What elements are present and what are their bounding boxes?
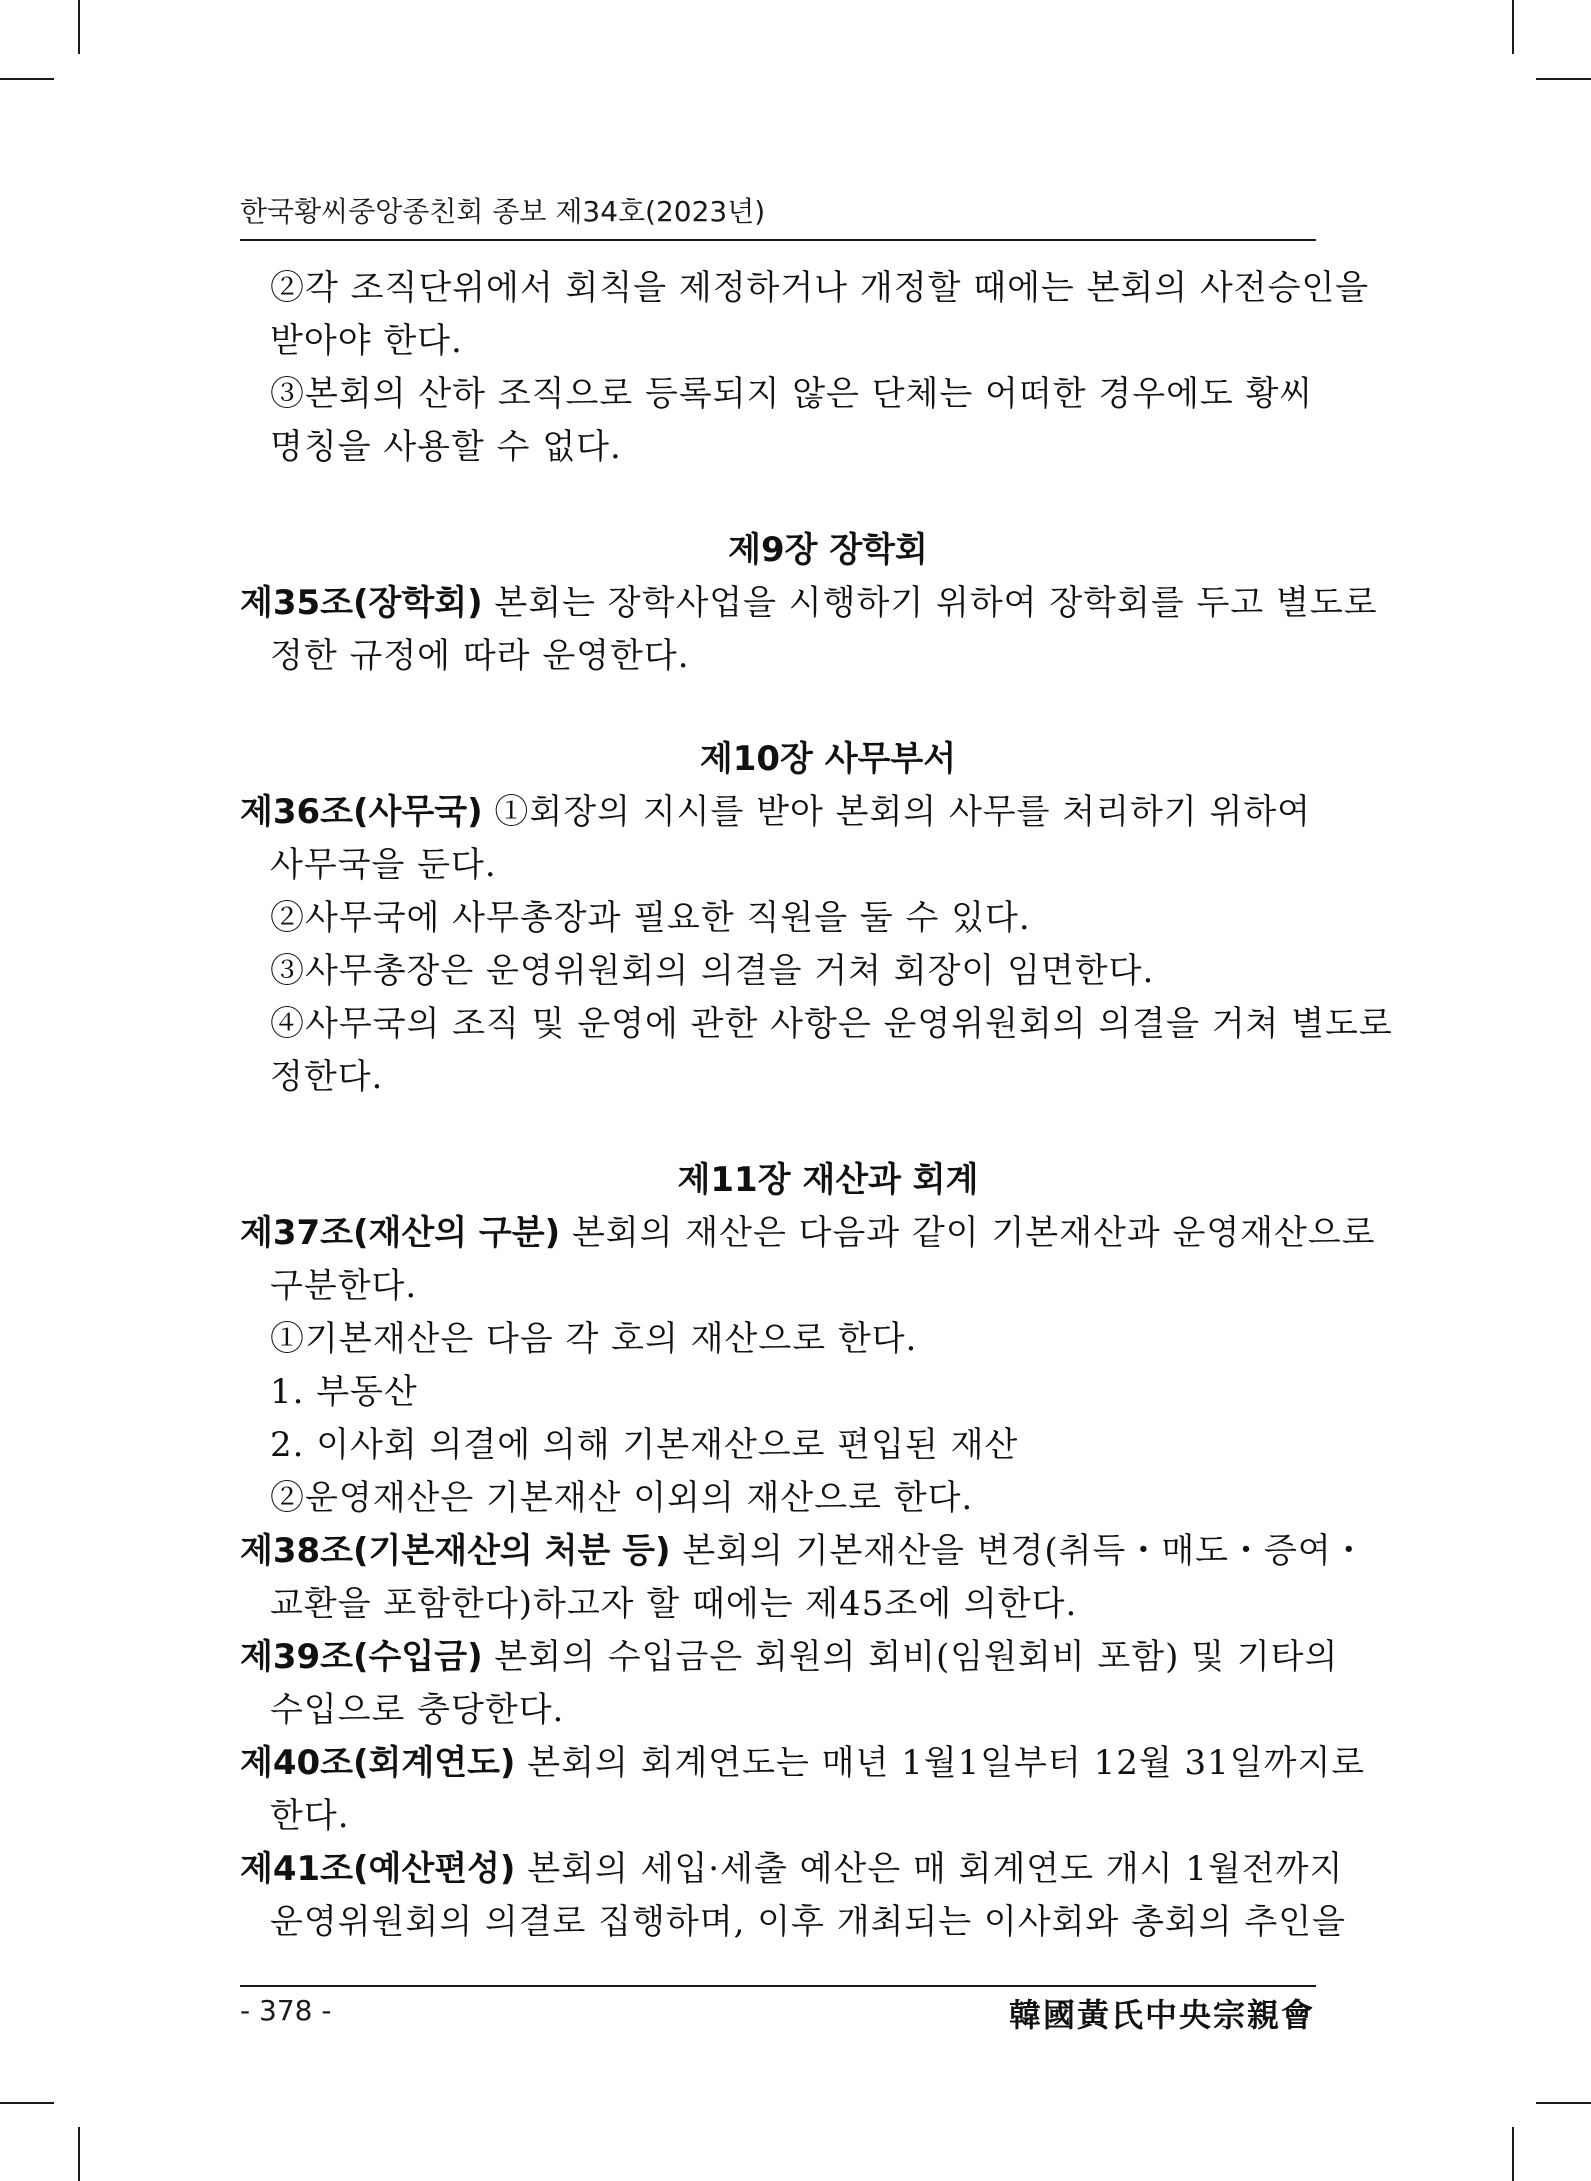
article-37 (240, 1207, 1376, 1260)
paragraph-line: 받아야 한다. (270, 321, 463, 361)
page-body (240, 262, 1393, 1949)
chapter-heading: 제10장 사무부서 (699, 739, 957, 779)
paragraph-line: 운영위원회의 의결로 집행하며, 이후 개최되는 이사회와 총회의 추인을 (270, 1902, 1346, 1942)
paragraph-line: 정한다. (270, 1057, 384, 1097)
article-title: 제41조(예산편성) (240, 1849, 516, 1889)
paragraph-line: 한다. (270, 1796, 350, 1836)
article-35 (240, 577, 1378, 630)
running-header: 한국황씨중앙종친회 종보 제34호(2023년) (240, 195, 766, 228)
header-rule (240, 239, 1316, 241)
article-41 (240, 1843, 1344, 1896)
article-title: 제35조(장학회) (240, 583, 483, 623)
organization-logo-text: 韓國黃氏中央宗親會 (1008, 1996, 1315, 2034)
crop-mark-bottom-right-h (1536, 2102, 1591, 2104)
paragraph-line: ③본회의 산하 조직으로 등록되지 않은 단체는 어떠한 경우에도 황씨 (270, 374, 1314, 414)
paragraph-line: ②각 조직단위에서 회칙을 제정하거나 개정할 때에는 본회의 사전승인을 (270, 268, 1370, 308)
article-text: 본회의 수입금은 회원의 회비(임원회비 포함) 및 기타의 (482, 1637, 1339, 1677)
article-title: 제36조(사무국) (240, 792, 483, 832)
article-title: 제37조(재산의 구분) (240, 1213, 561, 1253)
article-title: 제40조(회계연도) (240, 1743, 516, 1783)
paragraph-line: ③사무총장은 운영위원회의 의결을 거쳐 회장이 임면한다. (270, 951, 1155, 991)
paragraph-line: 1. 부동산 (270, 1372, 418, 1412)
article-text: 본회의 기본재산을 변경(취득・매도・증여・ (670, 1531, 1367, 1571)
crop-mark-bottom-left-v (78, 2127, 80, 2181)
paragraph-line: 정한 규정에 따라 운영한다. (270, 636, 690, 676)
article-text: ①회장의 지시를 받아 본회의 사무를 처리하기 위하여 (482, 792, 1312, 832)
paragraph-line: 구분한다. (270, 1266, 418, 1306)
article-39 (240, 1631, 1339, 1684)
article-title: 제38조(기본재산의 처분 등) (240, 1531, 671, 1571)
paragraph-line: 수입으로 충당한다. (270, 1690, 565, 1730)
article-36 (240, 786, 1316, 839)
chapter-heading: 제9장 장학회 (728, 530, 928, 570)
paragraph-line: ④사무국의 조직 및 운영에 관한 사항은 운영위원회의 의결을 거쳐 별도로 (270, 1004, 1393, 1044)
page-number: - 378 - (240, 1994, 332, 2027)
crop-mark-top-right-v (1512, 0, 1514, 54)
crop-mark-top-right-h (1536, 78, 1591, 80)
article-title: 제39조(수입금) (240, 1637, 483, 1677)
paragraph-line: ②운영재산은 기본재산 이외의 재산으로 한다. (270, 1478, 974, 1518)
paragraph-line: ①기본재산은 다음 각 호의 재산으로 한다. (270, 1319, 918, 1359)
article-text: 본회의 세입·세출 예산은 매 회계연도 개시 1월전까지 (515, 1849, 1344, 1889)
article-text: 본회의 재산은 다음과 같이 기본재산과 운영재산으로 (560, 1213, 1376, 1253)
crop-mark-bottom-left-h (0, 2102, 54, 2104)
crop-mark-top-left-v (78, 0, 80, 54)
crop-mark-bottom-right-v (1512, 2127, 1514, 2181)
article-38 (240, 1525, 1367, 1578)
chapter-heading: 제11장 재산과 회계 (677, 1160, 979, 1200)
paragraph-line: 사무국을 둔다. (270, 845, 497, 885)
paragraph-line: ②사무국에 사무총장과 필요한 직원을 둘 수 있다. (270, 898, 1031, 938)
paragraph-line: 교환을 포함한다)하고자 할 때에는 제45조에 의한다. (270, 1584, 1078, 1624)
paragraph-line: 2. 이사회 의결에 의해 기본재산으로 편입된 재산 (270, 1425, 1019, 1465)
footer-rule (240, 1985, 1316, 1987)
article-text: 본회의 회계연도는 매년 1월1일부터 12월 31일까지로 (515, 1743, 1366, 1783)
article-40 (240, 1737, 1366, 1790)
article-text: 본회는 장학사업을 시행하기 위하여 장학회를 두고 별도로 (482, 583, 1378, 623)
paragraph-line: 명칭을 사용할 수 없다. (270, 427, 622, 467)
crop-mark-top-left-h (0, 78, 54, 80)
